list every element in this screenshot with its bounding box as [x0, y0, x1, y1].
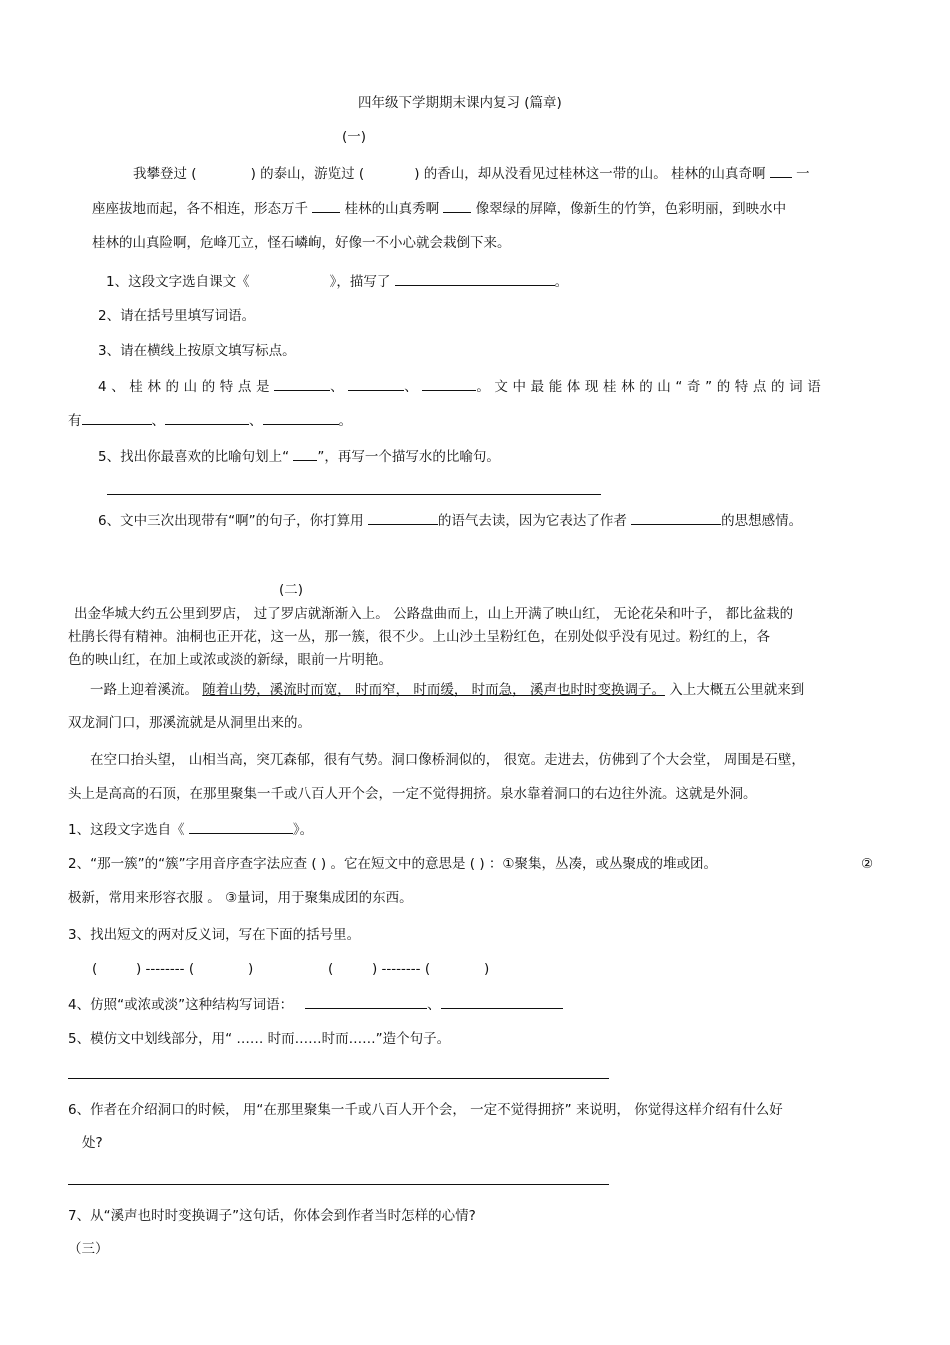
s2-question-2-line-1-tail: ②	[861, 856, 874, 872]
s1-q4-blank-2[interactable]	[348, 377, 404, 391]
s1-q1-answer-blank[interactable]	[395, 272, 555, 286]
s2-q3-pair-1-close[interactable]: )	[248, 961, 254, 977]
s1-question-3: 3、请在横线上按原文填写标点。	[98, 343, 296, 359]
s2-question-7: 7、从“溪声也时时变换调子”这句话，你体会到作者当时怎样的心情?	[68, 1208, 476, 1224]
s1-q4-end: 。	[338, 413, 352, 429]
s1-question-1	[106, 272, 568, 291]
s2-p2-line-2: 双龙洞门口，那溪流就是从洞里出来的。	[68, 715, 311, 731]
s1-q4-blank-6[interactable]	[263, 411, 339, 425]
s2-question-3: 3、找出短文的两对反义词，写在下面的括号里。	[68, 927, 361, 943]
s1-p1-text-b: ) 的泰山，游览过 (	[250, 166, 365, 182]
s2-question-5: 5、模仿文中划线部分，用“ …… 时而……时而……”造个句子。	[68, 1031, 451, 1047]
s2-q3-pair-2-open: (	[328, 961, 334, 977]
s2-p2-line-1	[90, 681, 804, 699]
s2-q4-blank-1[interactable]	[305, 995, 427, 1009]
section-3-heading: （三）	[68, 1241, 109, 1257]
section-1-heading: (一)	[342, 129, 367, 145]
s1-q4-sep-2: 、	[404, 379, 423, 395]
s2-q3-pair-2-mid[interactable]: ) -------- (	[372, 961, 431, 977]
s1-q6-blank-1[interactable]	[368, 511, 438, 525]
s2-question-2-line-1: 2、“那一簇”的“簇”字用音序查字法应查 ( ) 。它在短文中的意思是 ( ) ：①聚集，丛凑，或丛聚成的堆或团。	[68, 856, 717, 872]
s1-question-2: 2、请在括号里填写词语。	[98, 308, 256, 324]
s1-punct-blank-2[interactable]	[312, 199, 340, 213]
s1-question-5	[98, 447, 500, 466]
s1-p1-text-d: 一	[791, 166, 810, 182]
s2-question-4	[68, 995, 563, 1014]
s2-p1-line-2: 杜鹃长得有精神。油桐也正开花，这一丛，那一簇，很不少。上山沙土呈粉红色，在别处似乎没有见过。粉红的上，各	[68, 629, 770, 645]
s2-q3-pair-2-close[interactable]: )	[484, 961, 490, 977]
s1-q4-blank-4[interactable]	[82, 411, 152, 425]
s2-q4-sep: 、	[427, 997, 441, 1013]
s2-q3-pair-1-mid[interactable]: ) -------- (	[136, 961, 195, 977]
s1-p1-text-c: ) 的香山，却从没看见过桂林这一带的山。 桂林的山真奇啊	[414, 166, 770, 182]
page-title: 四年级下学期期末课内复习 (篇章)	[358, 95, 562, 111]
s1-q1-text-c: 。	[554, 274, 569, 290]
s1-paragraph-line-1	[133, 164, 810, 183]
s2-p3-line-1: 在空口抬头望， 山相当高，突兀森郁，很有气势。洞口像桥洞似的， 很宽。走进去，仿佛到了个大会堂， 周围是石壁，	[90, 752, 805, 768]
s2-q4-blank-2[interactable]	[441, 995, 563, 1009]
s1-question-4-line-1	[98, 377, 825, 396]
s1-paragraph-line-2	[92, 199, 786, 218]
s1-q4-blank-3[interactable]	[422, 377, 476, 391]
s1-q4-text-b: 。文中最能体现桂林的山“奇”的特点的词语	[476, 379, 826, 395]
s1-q5-answer-line[interactable]	[107, 494, 601, 495]
s1-p2-text-b: 桂林的山真秀啊	[340, 201, 444, 217]
s2-q1-text-a: 1、这段文字选自《	[68, 822, 189, 838]
s1-q6-text-b: 的语气去读，因为它表达了作者	[437, 513, 632, 529]
s2-p1-line-1: 出金华城大约五公里到罗店， 过了罗店就渐渐入上。 公路盘曲而上，山上开满了映山红， 无论花朵和叶子， 都比盆栽的	[74, 606, 794, 622]
s2-q1-blank[interactable]	[189, 820, 293, 834]
s2-p2-text-a: 一路上迎着溪流。	[90, 682, 203, 698]
s1-q4-sep-3: 、	[151, 413, 165, 429]
s2-question-1	[68, 820, 313, 839]
s1-q6-blank-2[interactable]	[631, 511, 721, 525]
section-2-heading: (二)	[279, 582, 304, 598]
s2-question-6-line-1: 6、作者在介绍洞口的时候， 用“在那里聚集一千或八百人开个会， 一定不觉得拥挤” 来说明， 你觉得这样介绍有什么好	[68, 1102, 783, 1118]
s1-q4-text-a: 4、桂林的山的特点是	[98, 379, 275, 395]
s2-p3-line-2: 头上是高高的石顶，在那里聚集一千或八百人开个会，一定不觉得拥挤。泉水靠着洞口的右边往外流。这就是外洞。	[68, 786, 757, 802]
s1-q4-sep-4: 、	[249, 413, 263, 429]
s2-q1-text-b: 》。	[292, 822, 314, 838]
s1-q1-text-b: 》，描写了	[329, 274, 395, 290]
s1-q4-blank-5[interactable]	[165, 411, 249, 425]
s1-paragraph-line-3: 桂林的山真险啊，危峰兀立，怪石嶙峋，好像一不小心就会栽倒下来。	[92, 235, 511, 251]
s1-q5-blank[interactable]	[293, 447, 317, 461]
s1-q1-text-a: 1、这段文字选自课文《	[106, 274, 250, 290]
s2-q6-answer-line[interactable]	[68, 1184, 609, 1185]
s1-p2-text-a: 座座拔地而起，各不相连，形态万千	[92, 201, 313, 217]
s2-question-6-line-2: 处?	[82, 1135, 103, 1151]
s1-question-4-line-2	[68, 411, 352, 430]
s1-q4-blank-1[interactable]	[274, 377, 330, 391]
s1-q6-text-c: 的思想感情。	[721, 513, 803, 529]
s2-p2-text-b: 入上大概五公里就来到	[664, 682, 805, 698]
s2-p1-line-3: 色的映山红，在加上或浓或淡的新绿，眼前一片明艳。	[68, 652, 392, 668]
s1-q5-text-b: ”，再写一个描写水的比喻句。	[317, 449, 500, 465]
s2-q4-text-a: 4、仿照“或浓或淡”这种结构写词语：	[68, 997, 294, 1013]
s1-question-6	[98, 511, 802, 530]
s1-q4-text-c: 有	[68, 413, 82, 429]
s2-question-2-line-2: 极新，常用来形容衣服 。 ③量词，用于聚集成团的东西。	[68, 890, 413, 906]
s2-q3-pair-1-open: (	[92, 961, 98, 977]
s1-q5-text-a: 5、找出你最喜欢的比喻句划上“	[98, 449, 294, 465]
s2-q5-answer-line[interactable]	[68, 1078, 609, 1079]
s1-punct-blank-3[interactable]	[443, 199, 471, 213]
s1-p2-text-c: 像翠绿的屏障，像新生的竹笋，色彩明丽，到映水中	[471, 201, 787, 217]
s1-q6-text-a: 6、文中三次出现带有“啊”的句子，你打算用	[98, 513, 368, 529]
s1-p1-text-a: 我攀登过 (	[133, 166, 197, 182]
s1-q4-sep-1: 、	[330, 379, 349, 395]
s1-punct-blank-1[interactable]	[770, 164, 792, 178]
s2-p2-underlined-sentence: 随着山势，溪流时而宽， 时而窄， 时而缓， 时而急， 溪声也时时变换调子。	[202, 682, 665, 698]
